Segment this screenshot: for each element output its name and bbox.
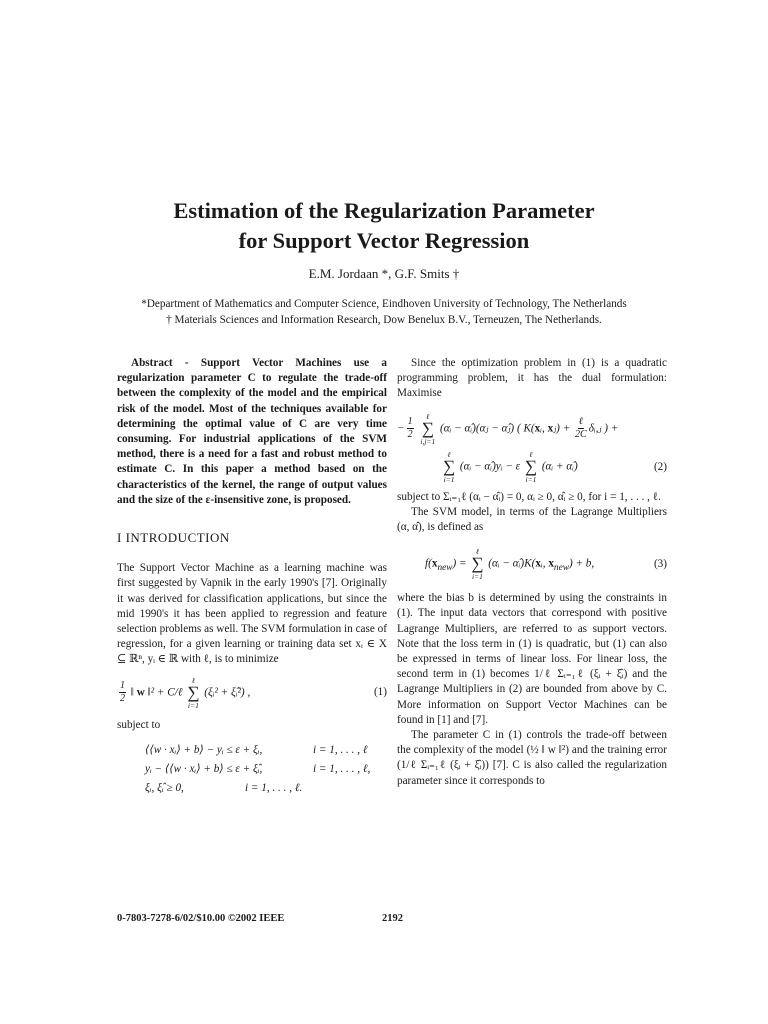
section-heading-introduction: I INTRODUCTION <box>117 530 230 546</box>
constraint-expr: ξᵢ, ξ̂ᵢ ≥ 0, <box>145 781 184 794</box>
equation-2 <box>397 412 667 484</box>
left-column <box>117 356 387 798</box>
abstract: Abstract - Support Vector Machines use a regularization parameter C to regulate the trade-off between the complexity of the model and the empirical risk of the model. Most of the techniques available for determining the optimal value of C are very time consuming. For industrial applications of the SVM method, there is a need for a fast and robust method to estimate C. In this paper a method based on the characteristics of the kernel, the range of output values and the size of the ε-insensitive zone, is proposed. <box>117 357 387 506</box>
intro-paragraph: The Support Vector Machine as a learning machine was first suggested by Vapnik in the early 1990's [7]. Originally it was derived for classification applications, but since the mid 1990's it has been applied to regression and feature selection problems as well. The SVM formulation in case of regression, for a given learning or training data set xᵢ ∈ X ⊆ ℝⁿ, yᵢ ∈ ℝ with ℓ, is to minimize <box>117 562 387 666</box>
affiliation-2: † Materials Sciences and Information Research, Dow Benelux B.V., Terneuzen, The Netherlands. <box>166 313 602 326</box>
subject-to-label: subject to <box>117 718 161 731</box>
constraint-row <box>145 760 387 779</box>
constraint-range: i = 1, . . . , ℓ <box>313 743 368 756</box>
constraint-row <box>145 741 387 760</box>
constraint-row <box>145 779 387 798</box>
paper-title <box>0 196 768 256</box>
affiliations <box>0 297 768 328</box>
page-number: 2192 <box>382 913 403 924</box>
dual-intro-paragraph: Since the optimization problem in (1) is a quadratic programming problem, it has the dual formulation: Maximise <box>397 357 667 400</box>
affiliation-1: *Department of Mathematics and Computer Science, Eindhoven University of Technology, The Netherlands <box>141 298 627 310</box>
support-vectors-paragraph: where the bias b is determined by using the constraints in (1). The input data vectors that correspond with positive Lagrange Multipliers, are referred to as support vectors. Note that the loss term in (1) is quadratic, but (1) can also be expressed in terms of linear loss. For linear loss, the second term in (1) becomes 1/ℓ Σᵢ₌₁ℓ (ξᵢ + ξ̂ᵢ) and the Lagrange Multipliers in (2) are bounded from above by C. More information on Support Vector Machines can be found in [1] and [7]. <box>397 592 667 726</box>
right-column <box>397 356 667 789</box>
constraint-expr: yᵢ − ⟨⟨w · xᵢ⟩ + b⟩ ≤ ε + ξ̂ᵢ, <box>145 762 263 775</box>
title-line-1: Estimation of the Regularization Parameter <box>173 198 595 223</box>
constraint-range: i = 1, . . . , ℓ, <box>313 762 371 775</box>
svm-model-paragraph: The SVM model, in terms of the Lagrange Multipliers (α, α̂), is defined as <box>397 505 667 534</box>
equation-2-line-2: ℓ ∑ i=1 (αᵢ − α̂ᵢ)yᵢ − ε ℓ ∑ i=1 (αᵢ + α̂ᵢ) (2) <box>443 449 667 484</box>
title-line-2: for Support Vector Regression <box>238 228 530 253</box>
equation-2-line-1: − $\frac{1}{2}$ ℓ ∑ i,j=1 (αᵢ − α̂ᵢ)(αⱼ − α̂ⱼ) ( K(xᵢ, xⱼ) + $\frac{\text{ℓ}}{2C}$ δᵢ,ⱼ ) + <box>397 411 619 446</box>
equation-1 <box>117 676 387 710</box>
equation-2-number: (2) <box>653 460 667 473</box>
equation-3-number: (3) <box>653 557 667 570</box>
constraint-expr: ⟨⟨w · xᵢ⟩ + b⟩ − yᵢ ≤ ε + ξᵢ, <box>145 743 263 756</box>
constraint-range: i = 1, . . . , ℓ. <box>245 781 303 794</box>
parameter-c-paragraph: The parameter C in (1) controls the trade-off between the complexity of the model (½ ‖ w ‖²) and the training error (1/ℓ Σᵢ₌₁ℓ (ξᵢ + ξ̂ᵢ)) [7]. C is also called the regularization parameter since it corresponds to <box>397 729 667 787</box>
constraints <box>145 741 387 798</box>
equation-1-number: (1) <box>373 686 387 699</box>
dual-constraints: subject to Σᵢ₌₁ℓ (αᵢ − α̂ᵢ) = 0, αᵢ ≥ 0, α̂ᵢ ≥ 0, for i = 1, . . . , ℓ. <box>397 490 661 503</box>
equation-3: $f(x_{new})$ = ℓ ∑ i=1 (αᵢ − α̂ᵢ)K(xᵢ, $x_{new}) + b$, (3) <box>425 547 667 582</box>
footer-copyright: 0-7803-7278-6/02/$10.00 ©2002 IEEE <box>117 913 285 924</box>
authors: E.M. Jordaan *, G.F. Smits † <box>308 266 460 281</box>
equation-1-expression: $\frac{1}{2}$ ‖ w ‖² + C/ℓ ℓ ∑ i=1 (ξᵢ² + ξ̂ᵢ²) , <box>120 675 251 710</box>
